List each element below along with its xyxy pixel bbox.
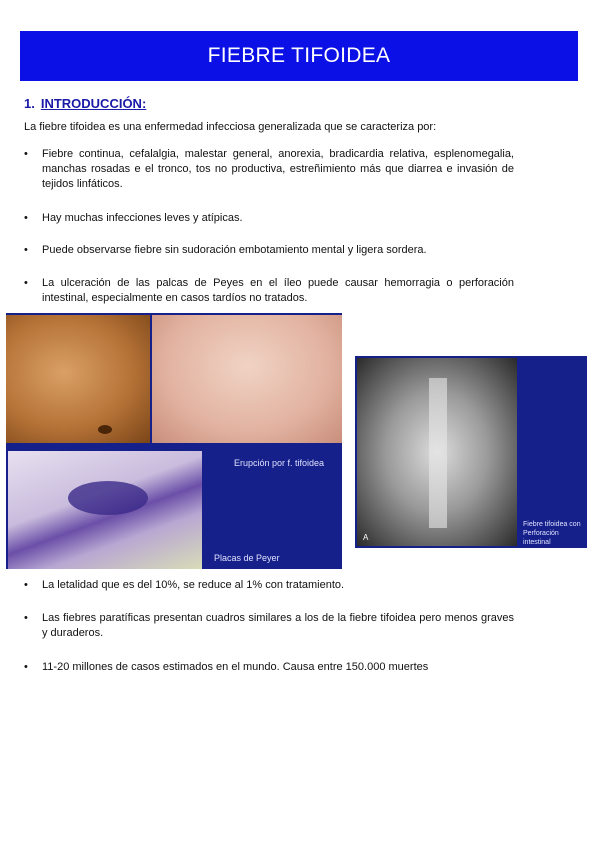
figure-rash-peyer xyxy=(6,313,342,569)
list-item-text: La ulceración de las palcas de Peyes en el íleo puede causar hemorragia o perforación intestinal, especialmente en casos tardíos no tratados. xyxy=(42,277,514,304)
bullet-icon: • xyxy=(24,579,28,591)
bullet-icon: • xyxy=(24,661,28,673)
bullet-icon: • xyxy=(24,148,28,160)
list-item xyxy=(24,578,514,593)
xray-letter: A xyxy=(363,533,369,542)
bullet-icon: • xyxy=(24,244,28,256)
rash-photo xyxy=(152,315,342,443)
list-item xyxy=(24,611,514,641)
figure-xray xyxy=(355,356,587,548)
section-heading xyxy=(24,96,146,111)
xray-image xyxy=(357,358,517,546)
list-item xyxy=(24,660,514,675)
list-item-text: La letalidad que es del 10%, se reduce al 1% con tratamiento. xyxy=(42,579,345,591)
abdomen-photo xyxy=(6,315,150,443)
list-item xyxy=(24,243,514,258)
list-item xyxy=(24,276,514,306)
title-banner xyxy=(20,31,578,81)
xray-caption: Fiebre tifoidea con Perforación intestinal xyxy=(523,521,581,546)
bullet-icon: • xyxy=(24,277,28,289)
list-item xyxy=(24,211,514,226)
list-item-text: Fiebre continua, cefalalgia, malestar general, anorexia, bradicardia relativa, esplenomegalia, manchas rosadas e el tronco, tos no productiva, estreñimiento más que diarrea e invasión de tejidos linfáticos. xyxy=(42,148,514,190)
list-item-text: Hay muchas infecciones leves y atípicas. xyxy=(42,212,243,224)
list-item-text: 11-20 millones de casos estimados en el mundo. Causa entre 150.000 muertes xyxy=(42,661,429,673)
section-title: INTRODUCCIÓN: xyxy=(40,96,147,111)
page-title: FIEBRE TIFOIDEA xyxy=(207,44,391,67)
intro-paragraph: La fiebre tifoidea es una enfermedad infecciosa generalizada que se caracteriza por: xyxy=(24,121,437,133)
histology-photo xyxy=(8,451,202,569)
section-number: 1. xyxy=(24,96,35,111)
list-item-text: Puede observarse fiebre sin sudoración embotamiento mental y ligera sordera. xyxy=(42,244,427,256)
bullet-icon: • xyxy=(24,212,28,224)
bullet-icon: • xyxy=(24,612,28,624)
list-item-text: Las fiebres paratíficas presentan cuadros similares a los de la fiebre tifoidea pero menos graves y duraderos. xyxy=(42,612,514,639)
list-item xyxy=(24,147,514,192)
rash-caption: Erupción por f. tifoidea xyxy=(234,458,325,468)
peyer-caption: Placas de Peyer xyxy=(214,553,280,563)
